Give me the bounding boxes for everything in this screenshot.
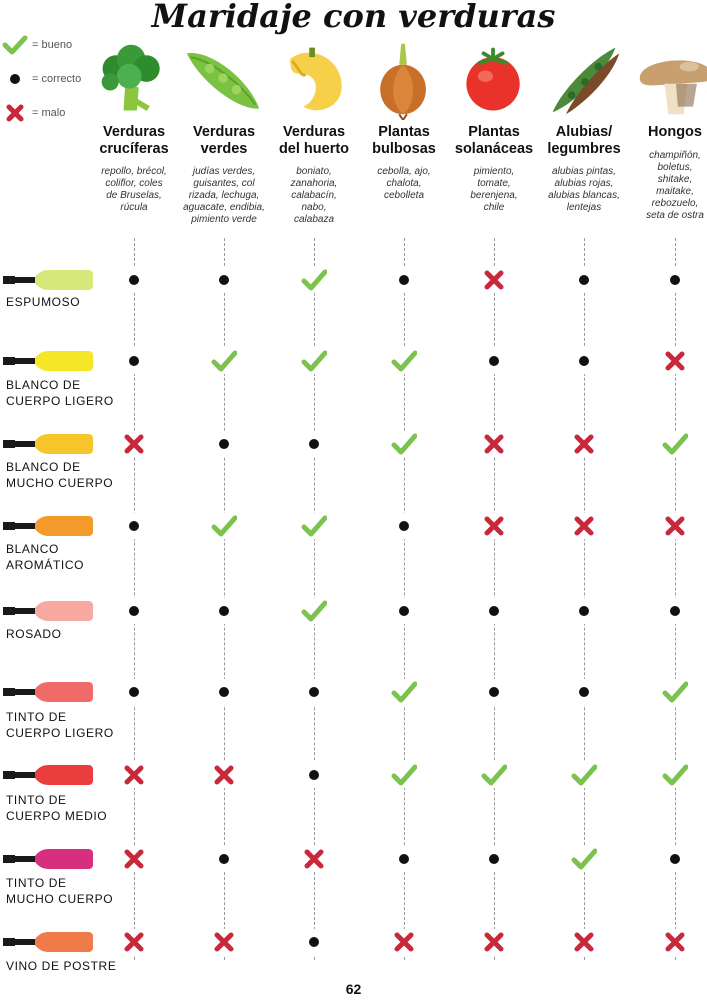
wine-bottle-icon <box>3 432 93 456</box>
wine-row-label-line: ESPUMOSO <box>6 295 81 309</box>
pairing-cell <box>211 598 237 624</box>
legend-good-label: = bueno <box>32 39 73 51</box>
cross-icon <box>211 929 237 955</box>
pairing-cell <box>391 431 417 457</box>
pairing-cell <box>391 929 417 955</box>
wine-row-label <box>6 958 116 974</box>
dot-icon <box>481 679 507 705</box>
pairing-cell <box>481 267 507 293</box>
pairing-cell <box>211 846 237 872</box>
pairing-cell <box>662 762 688 788</box>
column-header-line: Verduras <box>102 124 166 140</box>
dot-icon <box>121 513 147 539</box>
column-examples <box>268 166 360 226</box>
pairing-cell <box>121 348 147 374</box>
wine-bottle-icon <box>3 847 93 871</box>
pairing-cell <box>391 598 417 624</box>
wine-row-label-line: CUERPO MEDIO <box>6 809 108 823</box>
wine-bottle-icon <box>3 763 93 787</box>
pairing-cell <box>121 929 147 955</box>
check-icon <box>391 762 417 788</box>
pairing-cell <box>391 679 417 705</box>
dot-icon <box>571 598 597 624</box>
pairing-cell <box>571 431 597 457</box>
column-examples-line: lentejas <box>566 202 602 213</box>
cross-icon <box>481 431 507 457</box>
pairing-cell <box>391 348 417 374</box>
pairing-cell <box>481 431 507 457</box>
pairing-cell <box>571 679 597 705</box>
dot-icon <box>301 762 327 788</box>
pairing-cell <box>481 598 507 624</box>
legend-bad <box>2 96 81 130</box>
pairing-cell <box>662 431 688 457</box>
column-header-line: crucíferas <box>99 141 169 157</box>
pairing-cell <box>121 431 147 457</box>
column-header-line: Verduras <box>192 124 256 140</box>
pairing-cell <box>211 431 237 457</box>
cross-icon <box>2 100 28 126</box>
pairing-cell <box>121 846 147 872</box>
dot-icon <box>301 679 327 705</box>
pairing-cell <box>301 846 327 872</box>
column-examples-line: zanahoria, <box>290 178 338 189</box>
pairing-cell <box>481 513 507 539</box>
cross-icon <box>121 929 147 955</box>
dot-icon <box>481 598 507 624</box>
pairing-cell <box>301 348 327 374</box>
column-examples-line: calabacín, <box>291 190 337 201</box>
pairing-cell <box>571 267 597 293</box>
pairing-cell <box>121 762 147 788</box>
cross-icon <box>391 929 417 955</box>
dot-icon <box>121 598 147 624</box>
column-header-line: Verduras <box>282 124 346 140</box>
pairing-cell <box>662 679 688 705</box>
cross-icon <box>121 846 147 872</box>
pairing-cell <box>211 679 237 705</box>
wine-row-label-line: BLANCO DE <box>6 378 81 392</box>
pairing-cell <box>571 929 597 955</box>
wine-bottle-icon <box>3 514 93 538</box>
wine-row-label <box>6 459 113 491</box>
wine-row-label <box>6 792 107 824</box>
wine-row-label-line: CUERPO LIGERO <box>6 726 114 740</box>
page-number: 62 <box>345 981 362 997</box>
pairing-cell <box>662 846 688 872</box>
column-header <box>268 124 360 158</box>
dot-icon <box>301 431 327 457</box>
column-examples-line: pimiento verde <box>191 214 257 225</box>
dot-icon <box>211 267 237 293</box>
pairing-cell <box>301 929 327 955</box>
column-header-line: Alubias/ <box>555 124 613 140</box>
pairing-cell <box>301 513 327 539</box>
cross-icon <box>121 431 147 457</box>
pea-pod-icon <box>181 40 267 120</box>
column-examples-line: alubias rojas, <box>554 178 614 189</box>
cross-icon <box>211 762 237 788</box>
cross-icon <box>662 929 688 955</box>
cross-icon <box>571 431 597 457</box>
column-examples-line: judías verdes, <box>192 166 256 177</box>
dot-icon <box>121 267 147 293</box>
pairing-cell <box>662 929 688 955</box>
column-header-line: solanáceas <box>454 141 534 157</box>
check-icon <box>662 762 688 788</box>
wine-row-label <box>6 294 80 310</box>
pairing-cell <box>481 846 507 872</box>
column-examples-line: coliflor, coles <box>105 178 163 189</box>
wine-row-label-line: VINO DE POSTRE <box>6 959 117 973</box>
dot-icon <box>2 66 28 92</box>
cross-icon <box>662 348 688 374</box>
check-icon <box>662 431 688 457</box>
column-examples-line: nabo, <box>301 202 327 213</box>
check-icon <box>2 32 28 58</box>
column-examples <box>88 166 180 214</box>
dot-icon <box>211 431 237 457</box>
column-examples-line: de Bruselas, <box>106 190 162 201</box>
wine-row-label-line: AROMÁTICO <box>6 558 85 572</box>
wine-row-label-line: BLANCO DE <box>6 460 81 474</box>
legend-good <box>2 28 81 62</box>
column-examples-line: maitake, <box>656 186 694 197</box>
dot-icon <box>121 679 147 705</box>
wine-row-label-line: TINTO DE <box>6 710 67 724</box>
mushroom-icon <box>632 40 707 120</box>
pairing-cell <box>571 762 597 788</box>
pairing-cell <box>571 846 597 872</box>
cross-icon <box>121 762 147 788</box>
pairing-cell <box>211 513 237 539</box>
dot-icon <box>121 348 147 374</box>
column-examples-line: boletus, <box>657 162 693 173</box>
check-icon <box>301 267 327 293</box>
column-header-line: legumbres <box>547 141 621 157</box>
dot-icon <box>662 846 688 872</box>
column-header-line: Plantas <box>378 124 430 140</box>
column-examples-line: chile <box>483 202 505 213</box>
wine-bottle-icon <box>3 599 93 623</box>
dot-icon <box>662 267 688 293</box>
pairing-cell <box>211 267 237 293</box>
pairing-cell <box>571 348 597 374</box>
wine-bottle-icon <box>3 268 93 292</box>
onion-icon <box>361 40 447 120</box>
cross-icon <box>301 846 327 872</box>
dot-icon <box>571 267 597 293</box>
page-title: Maridaje con verduras <box>151 0 556 35</box>
column-header <box>538 124 630 158</box>
pairing-cell <box>662 513 688 539</box>
pairing-cell <box>301 679 327 705</box>
pairing-cell <box>121 679 147 705</box>
pairing-cell <box>121 267 147 293</box>
pairing-cell <box>571 598 597 624</box>
wine-bottle-icon <box>3 349 93 373</box>
pairing-cell <box>301 431 327 457</box>
check-icon <box>662 679 688 705</box>
column-examples <box>448 166 540 214</box>
check-icon <box>481 762 507 788</box>
column-examples-line: rebozuelo, <box>651 198 699 209</box>
dot-icon <box>211 598 237 624</box>
dot-icon <box>211 679 237 705</box>
pairing-cell <box>571 513 597 539</box>
column-examples-line: champiñón, <box>649 150 701 161</box>
column-header-line: del huerto <box>278 141 350 157</box>
wine-row-label <box>6 626 62 642</box>
squash-icon <box>271 40 357 120</box>
pairing-cell <box>121 598 147 624</box>
pairing-cell <box>481 348 507 374</box>
cross-icon <box>481 929 507 955</box>
pairing-cell <box>211 762 237 788</box>
legend-ok <box>2 62 81 96</box>
check-icon <box>391 679 417 705</box>
legend-bad-label: = malo <box>32 107 66 119</box>
dot-icon <box>662 598 688 624</box>
column-header-line: Plantas <box>468 124 520 140</box>
column-examples-line: berenjena, <box>470 190 518 201</box>
pairing-cell <box>481 929 507 955</box>
column-header-line: bulbosas <box>372 141 436 157</box>
dot-icon <box>481 348 507 374</box>
wine-row-label-line: MUCHO CUERPO <box>6 476 114 490</box>
pairing-cell <box>121 513 147 539</box>
column-examples-line: chalota, <box>386 178 422 189</box>
check-icon <box>301 598 327 624</box>
column-examples-line: rizada, lechuga, <box>188 190 260 201</box>
pairing-cell <box>391 846 417 872</box>
dot-icon <box>481 846 507 872</box>
wine-row-label <box>6 875 113 907</box>
column-examples-line: seta de ostra <box>646 210 704 221</box>
column-examples-line: rúcula <box>120 202 148 213</box>
pairing-cell <box>301 598 327 624</box>
column-header <box>448 124 540 158</box>
column-examples-line: alubias pintas, <box>552 166 616 177</box>
cross-icon <box>571 929 597 955</box>
dot-icon <box>391 513 417 539</box>
check-icon <box>211 348 237 374</box>
wine-row-label <box>6 377 114 409</box>
dot-icon <box>211 846 237 872</box>
wine-row-label-line: TINTO DE <box>6 793 67 807</box>
column-examples <box>629 150 707 222</box>
column-examples <box>538 166 630 214</box>
column-examples-line: boniato, <box>296 166 332 177</box>
pairing-cell <box>301 762 327 788</box>
dot-icon <box>301 929 327 955</box>
cross-icon <box>481 513 507 539</box>
dot-icon <box>391 267 417 293</box>
pairing-cell <box>301 267 327 293</box>
dot-icon <box>571 348 597 374</box>
column-examples-line: alubias blancas, <box>548 190 620 201</box>
tomato-icon <box>451 40 537 120</box>
check-icon <box>391 348 417 374</box>
pairing-cell <box>391 267 417 293</box>
legend-ok-label: = correcto <box>32 73 82 85</box>
pairing-cell <box>662 267 688 293</box>
column-examples-line: calabaza <box>293 214 335 225</box>
check-icon <box>301 348 327 374</box>
column-header <box>629 124 707 141</box>
pairing-cell <box>391 762 417 788</box>
pairing-cell <box>211 348 237 374</box>
cross-icon <box>662 513 688 539</box>
wine-bottle-icon <box>3 680 93 704</box>
wine-row-label <box>6 709 114 741</box>
check-icon <box>571 762 597 788</box>
column-header-line: Hongos <box>648 124 702 140</box>
cross-icon <box>481 267 507 293</box>
bean-pod-icon <box>541 40 627 120</box>
column-examples <box>178 166 270 226</box>
check-icon <box>211 513 237 539</box>
dot-icon <box>571 679 597 705</box>
check-icon <box>571 846 597 872</box>
column-examples-line: cebolleta <box>383 190 425 201</box>
column-examples-line: repollo, brécol, <box>101 166 167 177</box>
wine-row-label-line: TINTO DE <box>6 876 67 890</box>
column-examples-line: aguacate, endibia, <box>183 202 265 213</box>
wine-row-label <box>6 541 84 573</box>
wine-row-label-line: BLANCO <box>6 542 59 556</box>
column-examples-line: tomate, <box>477 178 511 189</box>
pairing-cell <box>662 348 688 374</box>
column-header <box>88 124 180 158</box>
pairing-cell <box>481 679 507 705</box>
column-header <box>358 124 450 158</box>
column-examples-line: cebolla, ajo, <box>377 166 431 177</box>
check-icon <box>391 431 417 457</box>
wine-row-label-line: MUCHO CUERPO <box>6 892 114 906</box>
legend <box>2 28 81 130</box>
dot-icon <box>391 598 417 624</box>
column-examples-line: guisantes, col <box>193 178 255 189</box>
pairing-cell <box>662 598 688 624</box>
dot-icon <box>391 846 417 872</box>
wine-bottle-icon <box>3 930 93 954</box>
broccoli-icon <box>91 40 177 120</box>
column-examples <box>358 166 450 202</box>
column-header <box>178 124 270 158</box>
column-examples-line: shitake, <box>657 174 693 185</box>
column-header-line: verdes <box>200 141 248 157</box>
cross-icon <box>571 513 597 539</box>
wine-row-label-line: ROSADO <box>6 627 62 641</box>
check-icon <box>301 513 327 539</box>
column-examples-line: pimiento, <box>473 166 515 177</box>
wine-row-label-line: CUERPO LIGERO <box>6 394 114 408</box>
pairing-cell <box>391 513 417 539</box>
pairing-cell <box>481 762 507 788</box>
pairing-cell <box>211 929 237 955</box>
